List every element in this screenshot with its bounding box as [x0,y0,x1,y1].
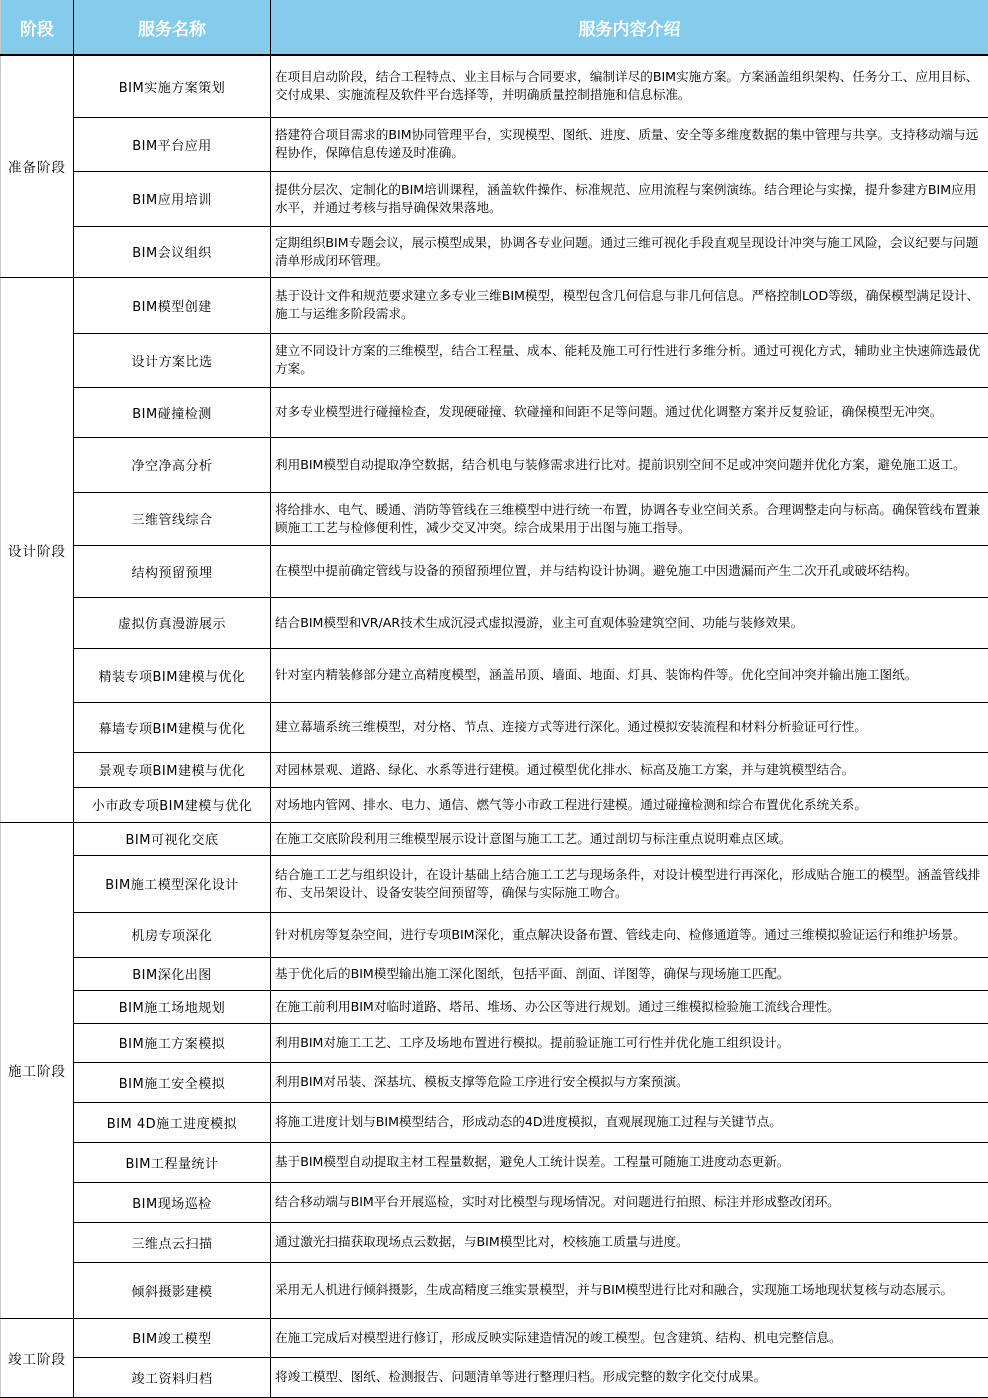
service-name-cell: BIM施工模型深化设计 [74,855,271,912]
table-row [1,1357,988,1397]
table-row [1,855,988,912]
table-row [1,1062,988,1102]
header-service-desc: 服务内容介绍 [271,0,988,55]
table-row [1,990,988,1023]
service-name-cell: BIM施工方案模拟 [74,1023,271,1062]
table-row [1,1318,988,1357]
table-body [1,55,988,1397]
table-row [1,1222,988,1262]
service-name-cell: BIM应用培训 [74,171,271,226]
table-row [1,702,988,752]
service-desc-cell: 将给排水、电气、暖通、消防等管线在三维模型中进行统一布置，协调各专业空间关系。合理调整走向与标高。确保管线布置兼顾施工工艺与检修便利性，减少交叉冲突。综合成果用于出图与施工指导。 [271,492,988,545]
service-name-cell: 幕墙专项BIM建模与优化 [74,702,271,752]
service-name-cell: BIM实施方案策划 [74,55,271,117]
service-name-cell: 结构预留预埋 [74,545,271,597]
service-name-cell: BIM 4D施工进度模拟 [74,1102,271,1142]
service-desc-cell: 提供分层次、定制化的BIM培训课程，涵盖软件操作、标准规范、应用流程与案例演练。结合理论与实操，提升参建方BIM应用水平，并通过考核与指导确保效果落地。 [271,171,988,226]
service-name-cell: BIM碰撞检测 [74,387,271,437]
service-desc-cell: 利用BIM模型自动提取净空数据，结合机电与装修需求进行比对。提前识别空间不足或冲突问题并优化方案，避免施工返工。 [271,437,988,492]
table-header-row [1,0,988,55]
table-row [1,545,988,597]
service-desc-cell: 在施工完成后对模型进行修订，形成反映实际建造情况的竣工模型。包含建筑、结构、机电完整信息。 [271,1318,988,1357]
table-row [1,1023,988,1062]
service-desc-cell: 在施工交底阶段利用三维模型展示设计意图与施工工艺。通过剖切与标注重点说明难点区域。 [271,822,988,855]
table-row [1,1182,988,1222]
service-name-cell: BIM现场巡检 [74,1182,271,1222]
table-row [1,333,988,387]
stage-cell: 准备阶段 [1,55,74,277]
service-desc-cell: 对多专业模型进行碰撞检查，发现硬碰撞、软碰撞和间距不足等问题。通过优化调整方案并反复验证，确保模型无冲突。 [271,387,988,437]
service-desc-cell: 利用BIM对吊装、深基坑、模板支撑等危险工序进行安全模拟与方案预演。 [271,1062,988,1102]
table-row [1,171,988,226]
service-name-cell: 机房专项深化 [74,912,271,957]
service-desc-cell: 在模型中提前确定管线与设备的预留预埋位置，并与结构设计协调。避免施工中因遗漏而产生二次开孔或破坏结构。 [271,545,988,597]
service-desc-cell: 基于优化后的BIM模型输出施工深化图纸，包括平面、剖面、详图等，确保与现场施工匹配。 [271,957,988,990]
service-name-cell: 小市政专项BIM建模与优化 [74,787,271,822]
table-row [1,752,988,787]
table-row [1,117,988,171]
table-row [1,912,988,957]
table-row [1,957,988,990]
service-name-cell: 精装专项BIM建模与优化 [74,648,271,702]
table-row [1,1142,988,1182]
service-name-cell: BIM可视化交底 [74,822,271,855]
header-stage: 阶段 [1,0,74,55]
service-desc-cell: 利用BIM对施工工艺、工序及场地布置进行模拟。提前验证施工可行性并优化施工组织设计。 [271,1023,988,1062]
service-name-cell: BIM竣工模型 [74,1318,271,1357]
service-desc-cell: 结合施工工艺与组织设计，在设计基础上结合施工工艺与现场条件，对设计模型进行再深化，形成贴合施工的模型。涵盖管线排布、支吊架设计、设备安装空间预留等，确保与实际施工吻合。 [271,855,988,912]
service-desc-cell: 建立不同设计方案的三维模型，结合工程量、成本、能耗及施工可行性进行多维分析。通过可视化方式，辅助业主快速筛选最优方案。 [271,333,988,387]
service-name-cell: BIM施工安全模拟 [74,1062,271,1102]
table-row [1,597,988,648]
service-desc-cell: 基于BIM模型自动提取主材工程量数据，避免人工统计误差。工程量可随施工进度动态更新。 [271,1142,988,1182]
service-desc-cell: 通过激光扫描获取现场点云数据，与BIM模型比对，校核施工质量与进度。 [271,1222,988,1262]
table-row [1,1262,988,1318]
service-desc-cell: 对场地内管网、排水、电力、通信、燃气等小市政工程进行建模。通过碰撞检测和综合布置优化系统关系。 [271,787,988,822]
service-name-cell: BIM深化出图 [74,957,271,990]
service-name-cell: 三维点云扫描 [74,1222,271,1262]
service-name-cell: 虚拟仿真漫游展示 [74,597,271,648]
service-desc-cell: 采用无人机进行倾斜摄影，生成高精度三维实景模型，并与BIM模型进行比对和融合，实现施工场地现状复核与动态展示。 [271,1262,988,1318]
table-row [1,55,988,117]
table-row [1,277,988,333]
stage-cell: 竣工阶段 [1,1318,74,1397]
service-name-cell: 三维管线综合 [74,492,271,545]
table-row [1,492,988,545]
service-desc-cell: 针对机房等复杂空间，进行专项BIM深化，重点解决设备布置、管线走向、检修通道等。通过三维模拟验证运行和维护场景。 [271,912,988,957]
service-name-cell: BIM平台应用 [74,117,271,171]
service-name-cell: BIM会议组织 [74,226,271,277]
service-desc-cell: 结合移动端与BIM平台开展巡检，实时对比模型与现场情况。对问题进行拍照、标注并形成整改闭环。 [271,1182,988,1222]
stage-cell: 施工阶段 [1,822,74,1318]
service-name-cell: 竣工资料归档 [74,1357,271,1397]
table-row [1,648,988,702]
table-row [1,437,988,492]
service-name-cell: 倾斜摄影建模 [74,1262,271,1318]
header-service-name: 服务名称 [74,0,271,55]
service-desc-cell: 建立幕墙系统三维模型，对分格、节点、连接方式等进行深化。通过模拟安装流程和材料分析验证可行性。 [271,702,988,752]
table-row [1,387,988,437]
service-desc-cell: 在施工前利用BIM对临时道路、塔吊、堆场、办公区等进行规划。通过三维模拟检验施工流线合理性。 [271,990,988,1023]
service-desc-cell: 针对室内精装修部分建立高精度模型，涵盖吊顶、墙面、地面、灯具、装饰构件等。优化空间冲突并输出施工图纸。 [271,648,988,702]
table-row [1,822,988,855]
service-name-cell: BIM施工场地规划 [74,990,271,1023]
service-desc-cell: 基于设计文件和规范要求建立多专业三维BIM模型，模型包含几何信息与非几何信息。严格控制LOD等级，确保模型满足设计、施工与运维多阶段需求。 [271,277,988,333]
service-desc-cell: 定期组织BIM专题会议，展示模型成果，协调各专业问题。通过三维可视化手段直观呈现设计冲突与施工风险，会议纪要与问题清单形成闭环管理。 [271,226,988,277]
service-desc-cell: 将施工进度计划与BIM模型结合，形成动态的4D进度模拟，直观展现施工过程与关键节点。 [271,1102,988,1142]
service-desc-cell: 搭建符合项目需求的BIM协同管理平台，实现模型、图纸、进度、质量、安全等多维度数据的集中管理与共享。支持移动端与远程协作，保障信息传递及时准确。 [271,117,988,171]
service-desc-cell: 对园林景观、道路、绿化、水系等进行建模。通过模型优化排水、标高及施工方案，并与建筑模型结合。 [271,752,988,787]
service-name-cell: 景观专项BIM建模与优化 [74,752,271,787]
service-name-cell: BIM工程量统计 [74,1142,271,1182]
stage-cell: 设计阶段 [1,277,74,822]
service-name-cell: 设计方案比选 [74,333,271,387]
service-desc-cell: 结合BIM模型和VR/AR技术生成沉浸式虚拟漫游，业主可直观体验建筑空间、功能与装修效果。 [271,597,988,648]
service-desc-cell: 将竣工模型、图纸、检测报告、问题清单等进行整理归档。形成完整的数字化交付成果。 [271,1357,988,1397]
service-name-cell: BIM模型创建 [74,277,271,333]
service-desc-cell: 在项目启动阶段，结合工程特点、业主目标与合同要求，编制详尽的BIM实施方案。方案涵盖组织架构、任务分工、应用目标、交付成果、实施流程及软件平台选择等，并明确质量控制措施和信息标准。 [271,55,988,117]
table-row [1,1102,988,1142]
service-name-cell: 净空净高分析 [74,437,271,492]
table-row [1,787,988,822]
table-row [1,226,988,277]
